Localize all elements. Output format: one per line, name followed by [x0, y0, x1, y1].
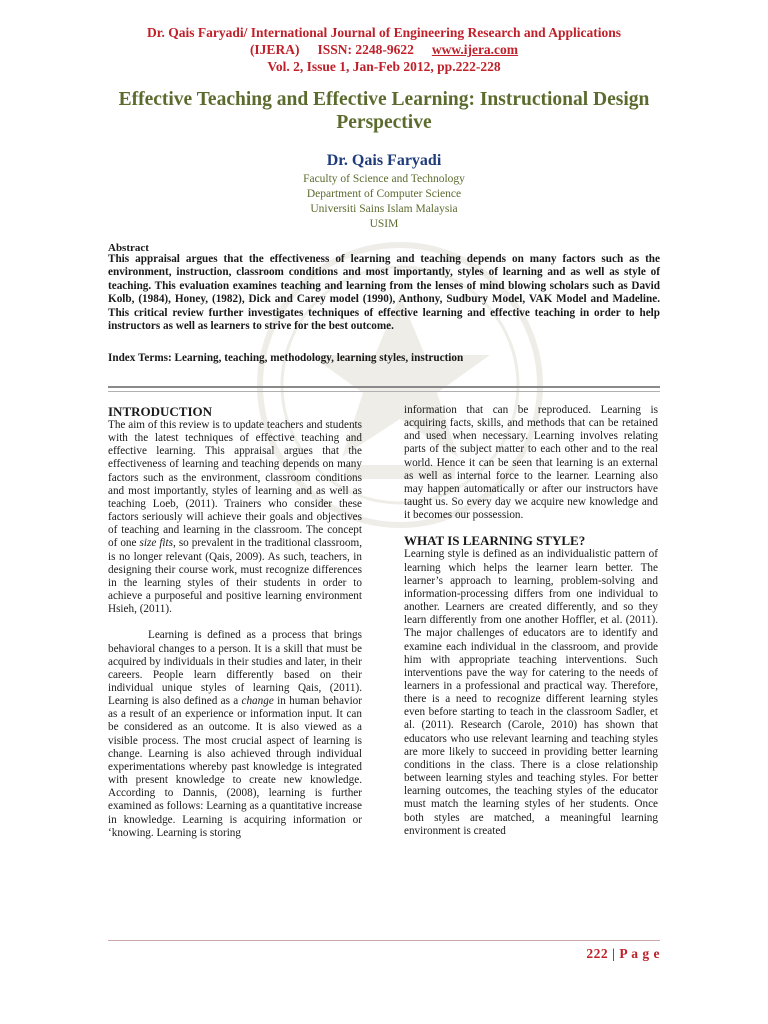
paper-title: Effective Teaching and Effective Learning: Instructional Design Perspective	[118, 89, 650, 133]
section-divider-thin	[108, 391, 660, 392]
running-header	[0, 24, 768, 75]
affiliation-line: Universiti Sains Islam Malaysia	[310, 203, 458, 215]
affiliation-line: USIM	[369, 218, 399, 230]
journal-url-link[interactable]: www.ijera.com	[431, 42, 519, 57]
header-line-2	[0, 41, 768, 58]
author-affiliation	[0, 172, 768, 232]
learning-style-heading: WHAT IS LEARNING STYLE?	[404, 533, 586, 549]
emphasis-text: change	[241, 695, 274, 708]
author-name: Dr. Qais Faryadi	[326, 152, 442, 169]
issn: ISSN: 2248-9622	[317, 42, 414, 57]
abstract-heading: Abstract	[108, 242, 149, 254]
emphasis-text: size fits	[139, 537, 173, 550]
affiliation-line: Department of Computer Science	[306, 188, 462, 200]
introduction-paragraph: The aim of this review is to update teachers and students with the latest techniques of effective teaching and effective learning. This appraisal argues that the effectiveness of learning and teaching depends on many factors such as the environment, classroom conditions and most importantly, styles of learning and as well as teaching Loeb, (2011). Trainers who consider these factors seriously will achieve their goals and objectives of teaching and learning in the classroom. The concept of one size fits, so prevalent in the traditional classroom, is no longer relevant (Qais, 2009). As such, teachers, in designing their course work, must recognize differences in the learning styles of their students in order to achieve a purposeful and positive learning environment Hsieh, (2011).	[108, 419, 362, 616]
section-divider	[108, 386, 660, 388]
index-terms: Index Terms: Learning, teaching, methodology, learning styles, instruction	[108, 352, 464, 364]
right-column	[404, 404, 658, 838]
page-number: 222 | P a g e	[586, 946, 660, 961]
header-line-1: Dr. Qais Faryadi/ International Journal of Engineering Research and Applications	[146, 25, 622, 40]
learning-definition-paragraph: Learning is defined as a process that brings behavioral changes to a person. It is a skill that must be acquired by individuals in their studies and later, in their careers. People learn differently based on their individual unique styles of learning Qais, (2011). Learning is also defined as a change in human behavior as a result of an experience or information input. It can be considered as an outcome. It is also viewed as a visible process. The most crucial aspect of learning is change. Learning is also achieved through individual experimentations whereby past knowledge is integrated with present knowledge to create new knowledge. According to Dannis, (2008), learning is further examined as follows: Learning as a quantitative increase in knowledge. Learning is acquiring information or ‘knowing. Learning is storing	[108, 629, 362, 839]
learning-style-paragraph: Learning style is defined as an individualistic pattern of learning which helps the learner learn better. The learner’s approach to learning, problem-solving and information-processing differs from one individual to another. Learners are created differently, and so they learn differently from one another Hoffler, et al. (2011). The major challenges of educators are to identify and examine each individual in the classroom, and provide him with appropriate teaching interventions. Such interventions pave the way for catering to the needs of learners in a professional and practical way. Therefore, there is a need to recognize different learning styles even before starting to teach in the classroom Sadler, et al. (2011). Research (Carole, 2010) has shown that educators who use relevant learning and teaching styles are more likely to succeed in providing better learning conditions in the class. There is a close relationship between learning styles and teaching styles. For better learning outcomes, the teaching styles of the educator must match the learning styles of her students. Once both styles are matched, a meaningful learning environment is created	[404, 548, 658, 837]
abstract-text: This appraisal argues that the effectiveness of learning and teaching depends on many factors such as the environment, instruction, classroom conditions and most importantly, styles of learning and as well as style of teaching. This evaluation examines teaching and learning from the lenses of mind blowing scholars such as David Kolb, (1984), Honey, (1982), Dick and Carey model (1990), Anthony, Sudbury Model, VAK Model and Madeline. This critical review further investigates techniques of effective learning and effective teaching in order to help instructors as well as learners to strive for the best outcome.	[108, 253, 660, 333]
footer-divider	[108, 940, 660, 941]
header-line-3: Vol. 2, Issue 1, Jan-Feb 2012, pp.222-228	[267, 59, 501, 74]
affiliation-line: Faculty of Science and Technology	[303, 173, 465, 185]
introduction-heading: INTRODUCTION	[108, 404, 213, 419]
learning-continued-paragraph: information that can be reproduced. Learning is acquiring facts, skills, and methods that can be retained and used when necessary. Learning involves relating parts of the subject matter to each other and to the real world. Hence it can be seen that learning is an external as well as internal force to the learner. Learning also may happen automatically or after our instructors have taught us. So every day we acquire new knowledge and it becomes our possession.	[404, 404, 658, 522]
left-column	[108, 404, 362, 840]
journal-abbreviation: (IJERA)	[249, 42, 300, 57]
